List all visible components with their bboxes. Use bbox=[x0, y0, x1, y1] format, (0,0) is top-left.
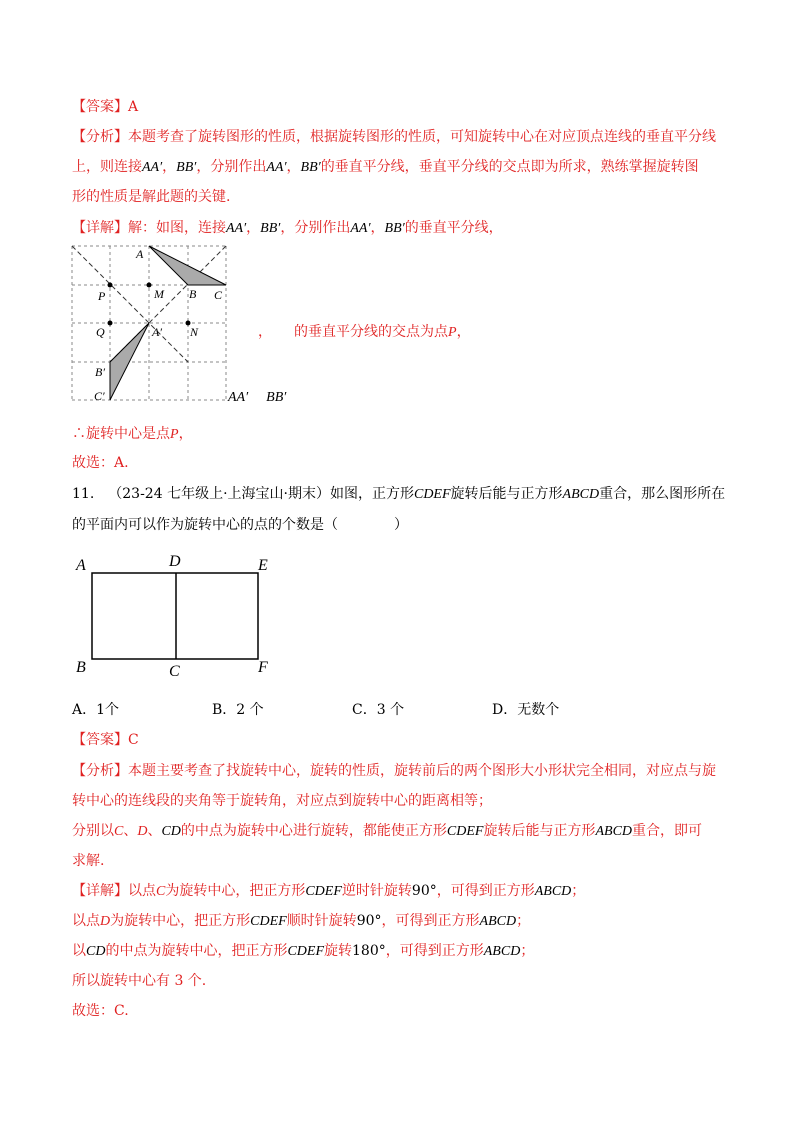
caption-text: 的垂直平分线的交点为点 bbox=[294, 324, 448, 340]
segment-aa: AA′ bbox=[228, 390, 249, 405]
label-n: N bbox=[190, 325, 199, 339]
label-b: B bbox=[189, 287, 197, 301]
label-a-prime: A′ bbox=[152, 325, 162, 339]
q10-figure-segments bbox=[228, 387, 286, 408]
q11-answer bbox=[72, 730, 139, 750]
analysis-text: 本题主要考查了找旋转中心，旋转的性质，旋转前后的两个图形大小形状完全相同，对应点与旋 bbox=[128, 763, 716, 779]
q10-analysis-line3 bbox=[72, 187, 230, 207]
caption-point-p: P bbox=[448, 325, 457, 340]
squares-figure bbox=[72, 548, 282, 680]
label-c: C bbox=[214, 288, 223, 302]
angle-value: 90° bbox=[356, 913, 382, 929]
detail-text: 解：如图，连接 bbox=[128, 220, 226, 236]
detail-text: 所以旋转中心有 3 个. bbox=[72, 973, 207, 989]
answer-label: 【答案】 bbox=[72, 99, 128, 115]
label-f: F bbox=[258, 659, 268, 676]
square-abcd: ABCD bbox=[483, 944, 521, 959]
segment-aa: AA′ bbox=[226, 221, 247, 236]
label-q: Q bbox=[96, 325, 105, 339]
q11-detail-line2 bbox=[72, 911, 530, 932]
detail-text: 以 bbox=[72, 943, 86, 959]
detail-label: 【详解】 bbox=[72, 220, 128, 236]
segment-aa: AA′ bbox=[142, 160, 163, 175]
label-m: M bbox=[154, 287, 164, 301]
point-q bbox=[108, 321, 113, 326]
point-m bbox=[147, 283, 152, 288]
point-c: C bbox=[156, 884, 166, 899]
detail-text: 的中点为旋转中心，把正方形 bbox=[105, 943, 288, 959]
segment-bb: BB′ bbox=[266, 390, 287, 405]
option-d[interactable]: D．无数个 bbox=[492, 702, 560, 718]
detail-text: ，可得到正方形 bbox=[381, 913, 480, 929]
detail-text: ； bbox=[571, 883, 586, 899]
q10-detail-line bbox=[72, 218, 503, 239]
therefore-text: ∴旋转中心是点 bbox=[72, 426, 170, 442]
square-abcd: ABCD bbox=[562, 487, 600, 502]
analysis-text: 分别以 bbox=[72, 823, 114, 839]
detail-text: 顺时针旋转 bbox=[286, 913, 357, 929]
segment-bb: BB′ bbox=[384, 221, 405, 236]
separator: 、 bbox=[123, 823, 138, 839]
label-p: P bbox=[98, 289, 106, 303]
question-text: 重合，那么图形所在 bbox=[599, 486, 726, 502]
detail-text: ； bbox=[520, 943, 535, 959]
analysis-text: 的垂直平分线，垂直平分线的交点即为所求，熟练掌握旋转图 bbox=[320, 159, 699, 175]
outer-rectangle bbox=[92, 573, 258, 659]
analysis-text: ，分别作出 bbox=[196, 159, 267, 175]
q11-question-line1 bbox=[72, 484, 725, 505]
point-c: C bbox=[114, 824, 124, 839]
detail-text: 为旋转中心，把正方形 bbox=[110, 913, 251, 929]
q11-choose bbox=[72, 1001, 129, 1021]
square-cdef: CDEF bbox=[250, 914, 287, 929]
square-abcd: ABCD bbox=[595, 824, 633, 839]
analysis-text: ， bbox=[162, 159, 177, 175]
analysis-text: ， bbox=[286, 159, 301, 175]
label-e: E bbox=[258, 557, 268, 574]
q10-choose bbox=[72, 453, 129, 473]
question-number: 11. bbox=[72, 486, 95, 502]
square-cdef: CDEF bbox=[446, 824, 484, 839]
square-cdef: CDEF bbox=[305, 884, 342, 899]
analysis-label: 【分析】 bbox=[72, 763, 128, 779]
square-abcd: ABCD bbox=[479, 914, 517, 929]
square-cdef: CDEF bbox=[287, 944, 325, 959]
detail-text: ，可得到正方形 bbox=[436, 883, 535, 899]
option-c[interactable]: C．3 个 bbox=[352, 702, 405, 718]
square-abcd: ABCD bbox=[534, 884, 572, 899]
point-d: D bbox=[137, 824, 148, 839]
detail-text: 以点 bbox=[72, 913, 100, 929]
q10-analysis-line2 bbox=[72, 157, 699, 178]
caption-text: ， bbox=[456, 324, 471, 340]
detail-text: 以点 bbox=[128, 883, 156, 899]
analysis-text: 求解. bbox=[72, 853, 105, 869]
detail-text: ，可得到正方形 bbox=[385, 943, 484, 959]
q11-detail-line3 bbox=[72, 941, 534, 962]
therefore-text: ， bbox=[178, 426, 193, 442]
angle-value: 180° bbox=[352, 943, 386, 959]
analysis-text: 本题考查了旋转图形的性质，根据旋转图形的性质，可知旋转中心在对应顶点连线的垂直平分线 bbox=[128, 129, 716, 145]
question-text: （23-24 七年级上·上海宝山·期末）如图，正方形 bbox=[108, 486, 414, 502]
q11-analysis-line1 bbox=[72, 761, 716, 781]
caption-text: ， bbox=[258, 324, 272, 340]
segment-cd: CD bbox=[161, 824, 181, 839]
q11-analysis-line4 bbox=[72, 851, 104, 871]
segment-bb: BB′ bbox=[260, 221, 281, 236]
q11-analysis-line3 bbox=[72, 821, 702, 842]
separator: 、 bbox=[147, 823, 162, 839]
point-d: D bbox=[100, 914, 111, 929]
label-a: A bbox=[76, 557, 86, 574]
label-b-prime: B′ bbox=[95, 365, 105, 379]
q10-answer bbox=[72, 97, 138, 117]
choose-text: 故选：A. bbox=[72, 455, 129, 471]
label-c: C bbox=[169, 663, 180, 680]
segment-bb: BB′ bbox=[300, 160, 321, 175]
detail-text: 逆时针旋转 bbox=[341, 883, 412, 899]
q10-therefore bbox=[72, 424, 193, 445]
segment-aa: AA′ bbox=[350, 221, 371, 236]
point-p bbox=[108, 283, 113, 288]
q11-analysis-line2 bbox=[72, 791, 492, 811]
question-text: 的平面内可以作为旋转中心的点的个数是（ ） bbox=[72, 517, 408, 533]
q10-analysis-line1 bbox=[72, 127, 716, 147]
detail-label: 【详解】 bbox=[72, 883, 128, 899]
detail-text: 旋转 bbox=[324, 943, 353, 959]
label-d: D bbox=[169, 553, 181, 570]
label-c-prime: C′ bbox=[94, 389, 105, 403]
detail-text: ； bbox=[516, 913, 531, 929]
segment-bb: BB′ bbox=[176, 160, 197, 175]
analysis-label: 【分析】 bbox=[72, 129, 128, 145]
square-cdef: CDEF bbox=[413, 487, 451, 502]
detail-text: 为旋转中心，把正方形 bbox=[165, 883, 306, 899]
q11-question-line2 bbox=[72, 515, 408, 535]
answer-label: 【答案】 bbox=[72, 732, 128, 748]
choose-text: 故选：C. bbox=[72, 1003, 129, 1019]
q10-figure-caption bbox=[258, 322, 471, 343]
analysis-text: 的中点为旋转中心进行旋转，都能使正方形 bbox=[180, 823, 447, 839]
detail-text: ， bbox=[370, 220, 385, 236]
segment-aa: AA′ bbox=[266, 160, 287, 175]
segment-cd: CD bbox=[86, 944, 106, 959]
triangle-abc bbox=[149, 246, 226, 285]
answer-value: C bbox=[128, 732, 139, 748]
detail-text: ， bbox=[246, 220, 261, 236]
option-b[interactable]: B．2 个 bbox=[212, 702, 264, 718]
therefore-point: P bbox=[170, 427, 179, 442]
analysis-text: 转中心的连线段的夹角等于旋转角，对应点到旋转中心的距离相等； bbox=[72, 793, 492, 809]
analysis-text: 重合，即可 bbox=[632, 823, 703, 839]
q11-detail-line4 bbox=[72, 971, 206, 991]
analysis-text: 上，则连接 bbox=[72, 159, 142, 175]
angle-value: 90° bbox=[411, 883, 437, 899]
detail-text: 的垂直平分线， bbox=[404, 220, 503, 236]
answer-value: A bbox=[128, 99, 139, 115]
label-a: A bbox=[136, 247, 144, 261]
option-a[interactable]: A．1个 bbox=[72, 702, 120, 718]
question-text: 旋转后能与正方形 bbox=[450, 486, 563, 502]
q11-detail-line1 bbox=[72, 881, 585, 902]
triangle-a2b2c2 bbox=[110, 323, 149, 400]
analysis-text: 形的性质是解此题的关键. bbox=[72, 189, 231, 205]
label-b: B bbox=[76, 659, 86, 676]
analysis-text: 旋转后能与正方形 bbox=[483, 823, 596, 839]
detail-text: ，分别作出 bbox=[280, 220, 351, 236]
